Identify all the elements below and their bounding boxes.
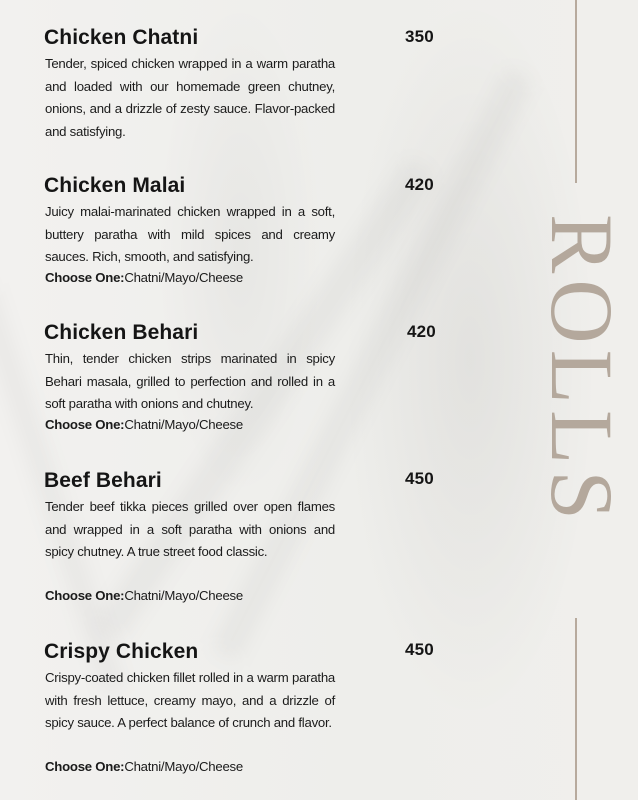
item-price: 420 xyxy=(407,322,436,341)
item-description: Tender, spiced chicken wrapped in a warm paratha and loaded with our homemade green chutney, onions, and a drizzle of zesty sauce. Flavor-packed and satisfying. xyxy=(45,56,335,139)
vertical-divider-bottom xyxy=(575,618,577,800)
vertical-divider-top xyxy=(575,0,577,183)
item-description: Thin, tender chicken strips marinated in spicy Behari masala, grilled to perfection and rolled in a soft paratha with onions and chutney. xyxy=(45,351,335,411)
choose-label: Choose One: xyxy=(45,588,125,603)
item-description: Tender beef tikka pieces grilled over open flames and wrapped in a soft paratha with onions and spicy chutney. A true street food classic. xyxy=(45,499,335,559)
choose-one-line xyxy=(45,269,243,287)
choose-label: Choose One: xyxy=(45,417,125,432)
item-price: 450 xyxy=(405,640,434,659)
choose-options: Chatni/Mayo/Cheese xyxy=(124,759,243,774)
item-name: Chicken Malai xyxy=(44,174,186,197)
choose-label: Choose One: xyxy=(45,270,125,285)
choose-options: Chatni/Mayo/Cheese xyxy=(124,270,243,285)
choose-one-line xyxy=(45,587,243,605)
choose-label: Choose One: xyxy=(45,759,125,774)
section-title-vertical xyxy=(521,202,631,602)
section-title: ROLLS xyxy=(532,214,630,526)
item-price: 420 xyxy=(405,175,434,194)
choose-one-line xyxy=(45,416,243,434)
choose-one-line xyxy=(45,758,243,776)
choose-options: Chatni/Mayo/Cheese xyxy=(124,588,243,603)
item-name: Beef Behari xyxy=(44,469,162,492)
item-description: Juicy malai-marinated chicken wrapped in a soft, buttery paratha with mild spices and creamy sauces. Rich, smooth, and satisfying. xyxy=(45,204,335,264)
item-name: Crispy Chicken xyxy=(44,640,199,663)
item-description: Crispy-coated chicken fillet rolled in a warm paratha with fresh lettuce, creamy mayo, and a drizzle of spicy sauce. A perfect balance of crunch and flavor. xyxy=(45,670,335,730)
item-price: 350 xyxy=(405,27,434,46)
item-name: Chicken Behari xyxy=(44,321,199,344)
item-name: Chicken Chatni xyxy=(44,26,199,49)
choose-options: Chatni/Mayo/Cheese xyxy=(124,417,243,432)
item-price: 450 xyxy=(405,469,434,488)
